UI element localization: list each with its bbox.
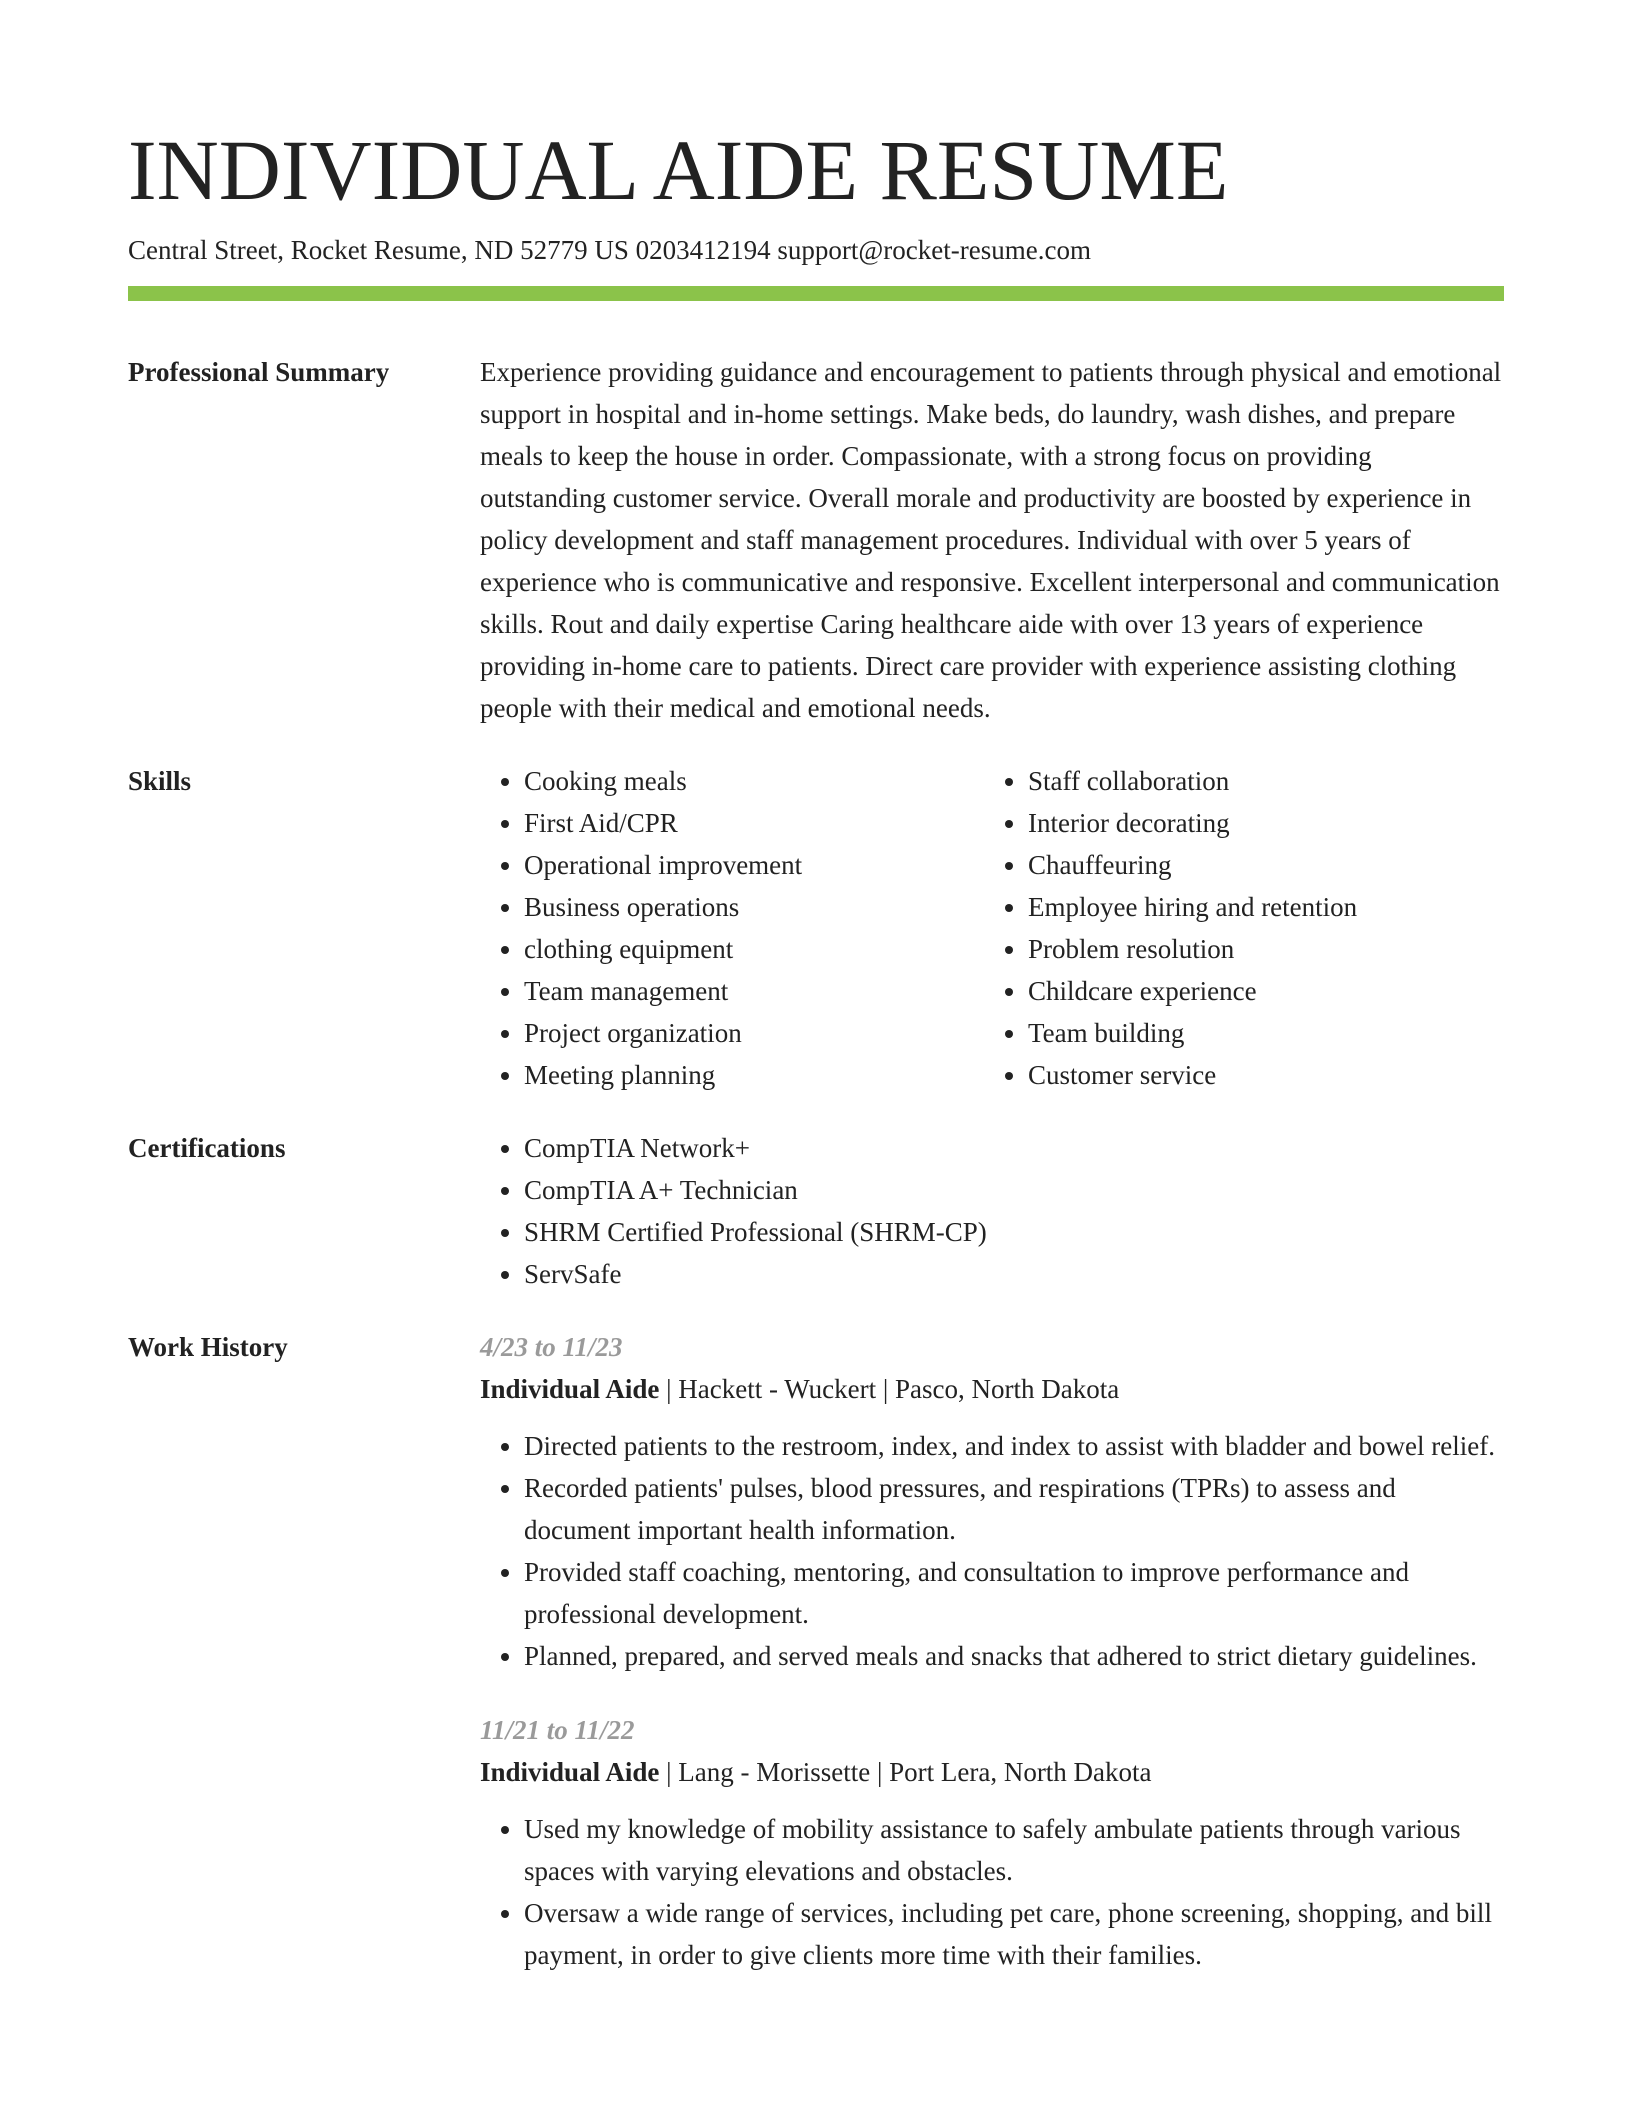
resume-title: INDIVIDUAL AIDE RESUME [128,122,1229,218]
job-bullet: • Provided staff coaching, mentoring, and consultation to improve performance and professional development. [524,1551,1504,1635]
skill-item: • Cooking meals [524,760,984,802]
certification-item: • SHRM Certified Professional (SHRM-CP) [524,1211,1504,1253]
work-history-section [128,1326,1504,1976]
skills-label: Skills [128,766,192,796]
certifications-list [480,1127,1504,1295]
job-bullets [480,1425,1504,1677]
skill-item: • Problem resolution [1028,928,1488,970]
certification-item: • CompTIA A+ Technician [524,1169,1504,1211]
job-bullet: • Used my knowledge of mobility assistance to safely ambulate patients through various spaces with varying elevations and obstacles. [524,1808,1504,1892]
skills-list-left [480,760,984,1096]
skill-item: • Chauffeuring [1028,844,1488,886]
work-history-body [480,1326,1504,1976]
skill-item: • Employee hiring and retention [1028,886,1488,928]
skills-list-right [984,760,1488,1096]
skill-item: • Business operations [524,886,984,928]
skill-item: • Interior decorating [1028,802,1488,844]
job-date: 4/23 to 11/23 [480,1332,623,1362]
resume-page [128,118,1504,1976]
skill-item: • Customer service [1028,1054,1488,1096]
job-bullet: • Directed patients to the restroom, index, and index to assist with bladder and bowel relief. [524,1425,1504,1467]
job-details: | Lang - Morissette | Port Lera, North Dakota [659,1757,1152,1787]
job-bullet: • Recorded patients' pulses, blood pressures, and respirations (TPRs) to assess and document important health information. [524,1467,1504,1551]
certifications-label: Certifications [128,1133,286,1163]
job-date: 11/21 to 11/22 [480,1715,635,1745]
job-bullet: • Oversaw a wide range of services, including pet care, phone screening, shopping, and bill payment, in order to give clients more time with their families. [524,1892,1504,1976]
certification-item: • ServSafe [524,1253,1504,1295]
skill-item: • First Aid/CPR [524,802,984,844]
summary-text: Experience providing guidance and encouragement to patients through physical and emotional support in hospital and in-home settings. Make beds, do laundry, wash dishes, and prepare meals to keep the house in order. Compassionate, with a strong focus on providing outstanding customer service. Overall morale and productivity are boosted by experience in policy development and staff management procedures. Individual with over 5 years of experience who is communicative and responsive. Excellent interpersonal and communication skills. Rout and daily expertise Caring healthcare aide with over 13 years of experience providing in-home care to patients. Direct care provider with experience assisting clothing people with their medical and emotional needs. [480,357,1502,723]
skill-item: • Operational improvement [524,844,984,886]
job-bullet: • Planned, prepared, and served meals and snacks that adhered to strict dietary guidelines. [524,1635,1504,1677]
certifications-section [128,1127,1504,1295]
job-heading [480,1751,1504,1793]
skill-item: • Project organization [524,1012,984,1054]
skill-item: • Childcare experience [1028,970,1488,1012]
skills-columns [480,760,1504,1096]
job-details: | Hackett - Wuckert | Pasco, North Dakota [659,1374,1120,1404]
certifications-body [480,1127,1504,1295]
skill-item: • Staff collaboration [1028,760,1488,802]
skill-item: • Team management [524,970,984,1012]
job-title: Individual Aide [480,1757,660,1787]
summary-section [128,351,1504,729]
job-entry [480,1709,1504,1976]
skill-item: • clothing equipment [524,928,984,970]
job-title: Individual Aide [480,1374,660,1404]
job-entry [480,1326,1504,1677]
work-history-label: Work History [128,1332,288,1362]
contact-line: Central Street, Rocket Resume, ND 52779 US 0203412194 support@rocket-resume.com [128,235,1091,265]
summary-label: Professional Summary [128,357,390,387]
header-divider [128,286,1504,301]
skill-item: • Team building [1028,1012,1488,1054]
job-heading [480,1368,1504,1410]
job-bullets [480,1808,1504,1976]
certification-item: • CompTIA Network+ [524,1127,1504,1169]
skill-item: • Meeting planning [524,1054,984,1096]
skills-section [128,760,1504,1096]
